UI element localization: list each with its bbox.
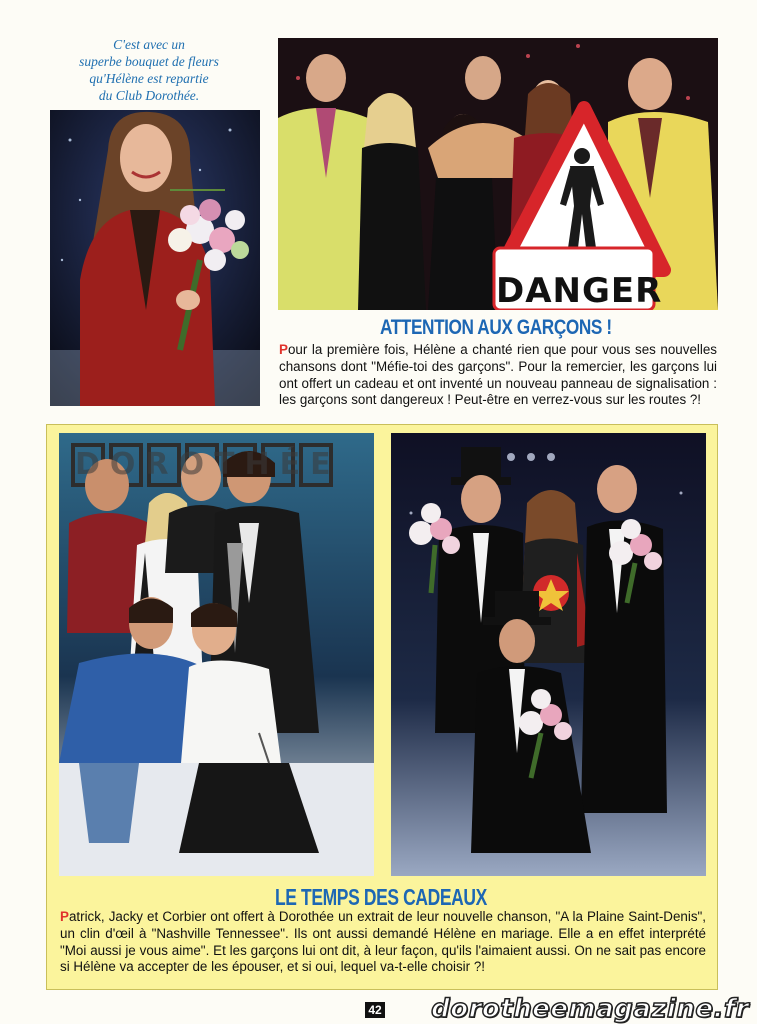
backdrop-text: DOROTHÉE	[75, 447, 341, 482]
helene-bouquet-photo	[50, 110, 260, 406]
article1-body	[279, 342, 717, 409]
helene-photo-illustration	[50, 110, 260, 406]
caption-line: du Club Dorothée.	[98, 88, 200, 103]
danger-photo-illustration	[278, 38, 718, 310]
article1-title: ATTENTION AUX GARÇONS !	[380, 316, 612, 339]
article1-text: our la première fois, Hélène a chanté rien que pour vous ses nouvelles chansons dont "Méfie-toi des garçons". Pour la remercier, les garçons lui ont offert un cadeau et ont inventé un nouveau panneau de signalisation : les garçons sont dangereux ! Peut-être en verrez-vous sur les routes ?!	[279, 342, 717, 408]
danger-sign-text: DANGER	[496, 271, 663, 310]
boys-photo-illustration	[59, 433, 374, 876]
danger-group-photo	[278, 38, 718, 310]
page-number: 42	[365, 1002, 385, 1018]
article2-title: LE TEMPS DES CADEAUX	[275, 884, 487, 910]
photo-caption	[64, 36, 234, 104]
site-watermark: dorotheemagazine.fr	[431, 994, 749, 1024]
article1-drop-cap: P	[279, 342, 288, 357]
tuxedo-group-photo	[391, 433, 706, 876]
tuxedo-photo-illustration	[391, 433, 706, 876]
boys-group-photo	[59, 433, 374, 876]
article2-drop-cap: P	[60, 909, 69, 924]
caption-line: C'est avec un	[113, 37, 185, 52]
caption-line: qu'Hélène est repartie	[89, 71, 209, 86]
article2-body	[60, 909, 706, 976]
caption-line: superbe bouquet de fleurs	[79, 54, 219, 69]
article2-text: atrick, Jacky et Corbier ont offert à Dorothée un extrait de leur nouvelle chanson, "A la Plaine Saint-Denis", un clin d'œil à "Nashville Tennessee". Ils ont aussi demandé Hélène en mariage. Elle a en effet interprété "Moi aussi je vous aime". Et les garçons lui ont dit, à leur façon, qu'ils l'aimaient aussi. On ne sait pas encore si Hélène va accepter de les épouser, et si oui, lequel va-t-elle choisir ?!	[60, 909, 706, 975]
